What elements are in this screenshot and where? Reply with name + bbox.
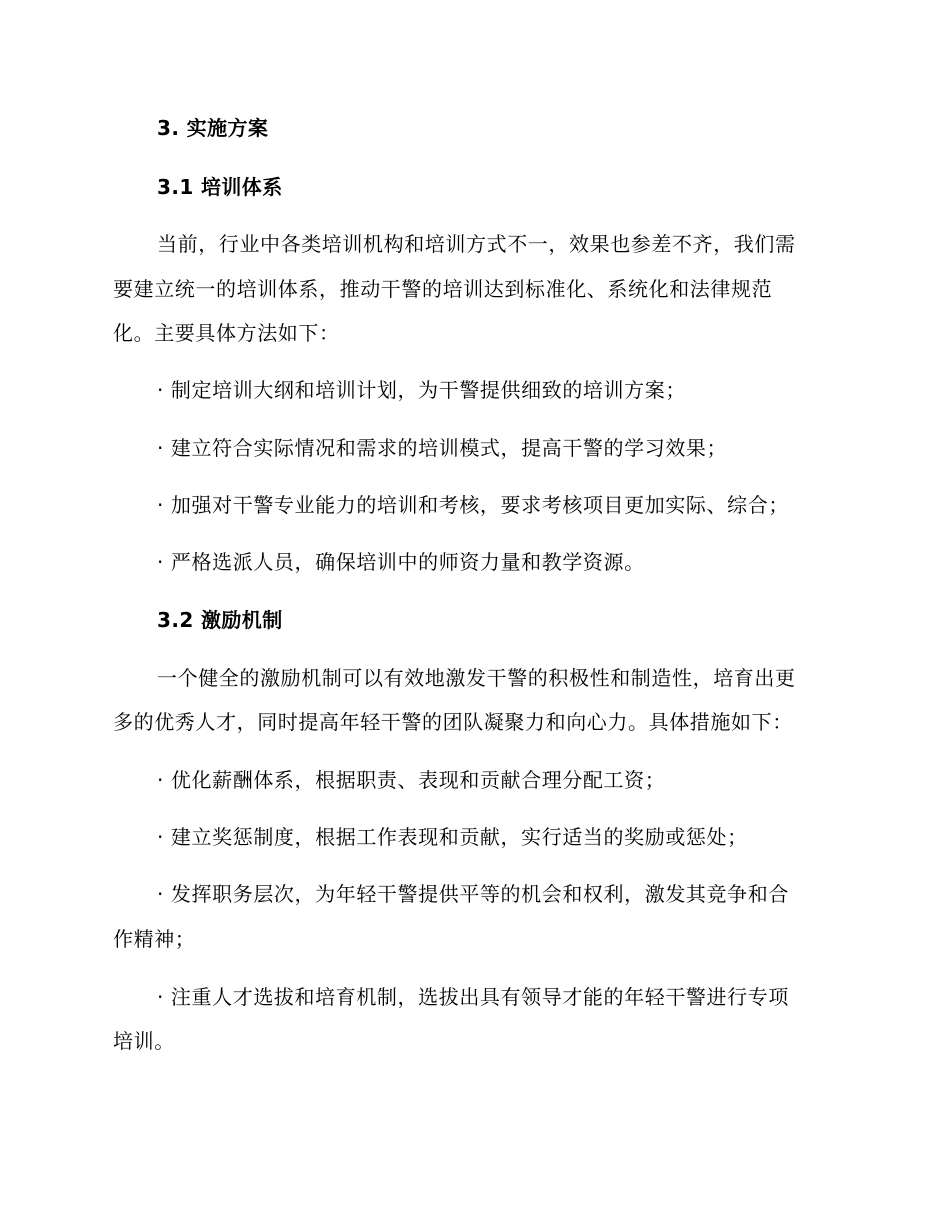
paragraph-line: 多的优秀人才，同时提高年轻干警的团队凝聚力和向心力。具体措施如下： — [113, 710, 793, 734]
paragraph-line: 一个健全的激励机制可以有效地激发干警的积极性和制造性，培育出更 — [157, 666, 796, 690]
bullet-item: · 发挥职务层次，为年轻干警提供平等的机会和权利，激发其竞争和合 — [157, 882, 789, 906]
paragraph-line: 当前，行业中各类培训机构和培训方式不一，效果也参差不齐，我们需 — [157, 232, 796, 256]
section-heading: 3. 实施方案 — [157, 116, 269, 140]
subsection-heading-training-system: 3.1 培训体系 — [157, 175, 283, 199]
bullet-item: · 优化薪酬体系，根据职责、表现和贡献合理分配工资； — [157, 768, 666, 792]
bullet-item-continuation: 作精神； — [113, 927, 196, 951]
subsection-heading-incentive: 3.2 激励机制 — [157, 608, 283, 632]
bullet-item: · 严格选派人员，确保培训中的师资力量和教学资源。 — [157, 550, 645, 574]
bullet-item: · 加强对干警专业能力的培训和考核，要求考核项目更加实际、综合； — [157, 493, 789, 517]
bullet-item: · 注重人才选拔和培育机制，选拔出具有领导才能的年轻干警进行专项 — [157, 985, 789, 1009]
bullet-item-continuation: 培训。 — [113, 1029, 175, 1053]
paragraph-line: 要建立统一的培训体系，推动干警的培训达到标准化、系统化和法律规范 — [113, 277, 773, 301]
bullet-item: · 制定培训大纲和培训计划，为干警提供细致的培训方案； — [157, 378, 686, 402]
paragraph-line: 化。主要具体方法如下： — [113, 321, 340, 345]
bullet-item: · 建立奖惩制度，根据工作表现和贡献，实行适当的奖励或惩处； — [157, 825, 748, 849]
bullet-item: · 建立符合实际情况和需求的培训模式，提高干警的学习效果； — [157, 436, 728, 460]
